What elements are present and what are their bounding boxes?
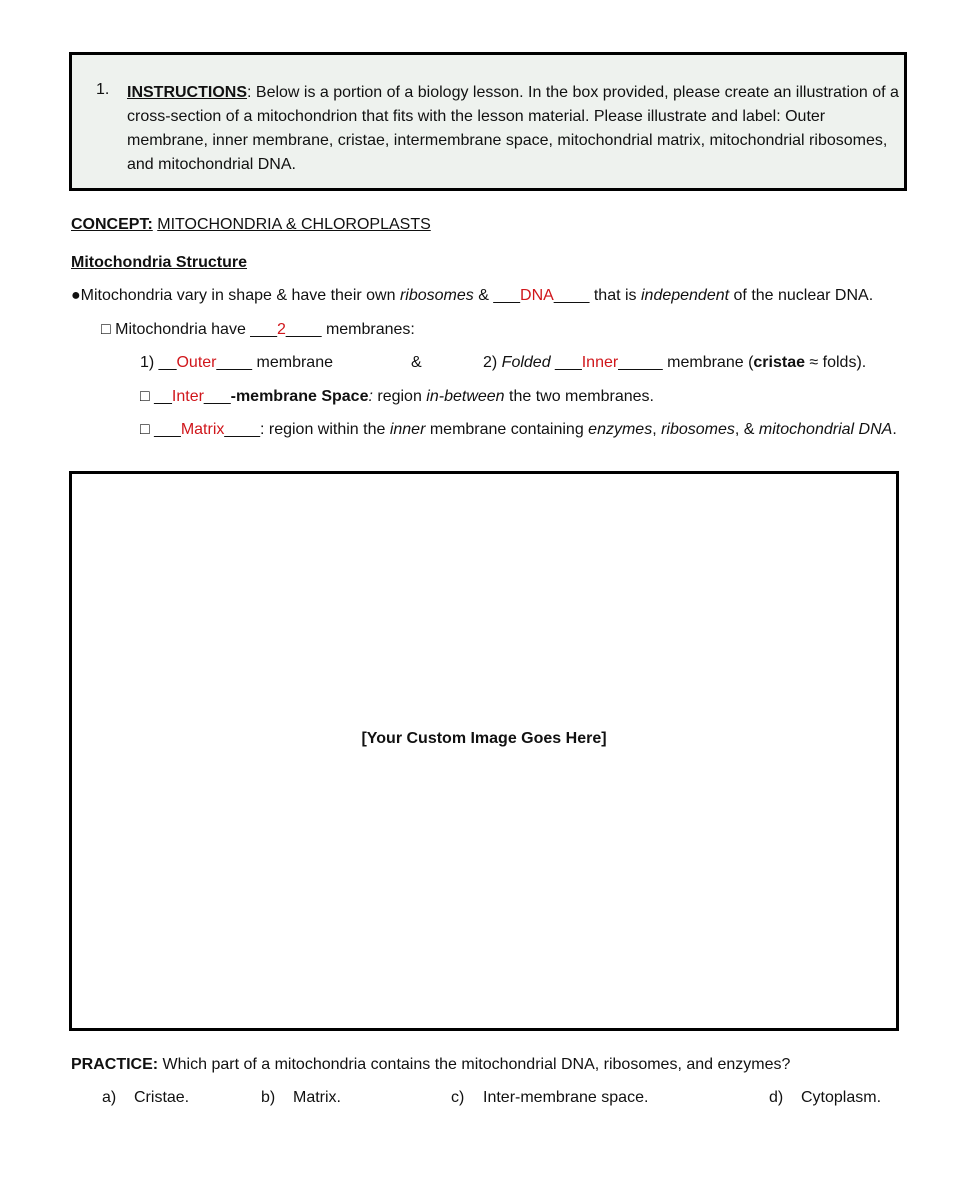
- note-text: ____ membranes:: [285, 321, 415, 338]
- note-italic: Folded: [501, 354, 551, 371]
- answer-inner: Inner: [581, 354, 619, 371]
- option-text: Inter-membrane space.: [483, 1089, 649, 1106]
- illustration-box[interactable]: [69, 471, 899, 1031]
- option-d[interactable]: [769, 1088, 881, 1108]
- note-text: □ ___: [140, 421, 181, 438]
- note-italic: ribosomes: [661, 421, 735, 438]
- note-text: Mitochondria vary in shape & have their own: [80, 287, 400, 304]
- note-line-1: [71, 286, 873, 306]
- note-text: ___: [550, 354, 582, 371]
- note-line-3a: [140, 353, 333, 373]
- section-subheading: Mitochondria Structure: [71, 254, 248, 271]
- note-text: □ __: [140, 388, 172, 405]
- instructions-body: : Below is a portion of a biology lesson. In the box provided, please create an illustration of a cross-section of a mitochondrion that fits with the lesson material. Please illustrate and label: Outer membrane, inner membrane, cristae, intermembrane space, mitochondrial matrix, mitochondrial ribosomes, and mitochondrial DNA.: [127, 84, 899, 173]
- option-text: Matrix.: [293, 1089, 341, 1106]
- note-text: region: [372, 388, 427, 405]
- note-text: ,: [652, 421, 662, 438]
- instruction-number: 1.: [96, 81, 110, 98]
- practice-label: PRACTICE:: [71, 1056, 159, 1073]
- option-text: Cristae.: [134, 1089, 190, 1106]
- practice-text: Which part of a mitochondria contains the mitochondrial DNA, ribosomes, and enzymes?: [158, 1056, 791, 1073]
- note-italic: independent: [640, 287, 730, 304]
- instructions-label: INSTRUCTIONS: [127, 84, 247, 101]
- note-italic: :: [368, 388, 373, 405]
- note-text: ___: [203, 388, 231, 405]
- option-letter: a): [102, 1089, 117, 1106]
- note-text: of the nuclear DNA.: [729, 287, 874, 304]
- note-text: & ___: [473, 287, 521, 304]
- note-bold: cristae: [753, 354, 805, 371]
- answer-matrix: Matrix: [180, 421, 225, 438]
- note-line-3b: [483, 353, 866, 373]
- ampersand: &: [411, 354, 422, 371]
- note-text: .: [892, 421, 897, 438]
- note-text: the two membranes.: [504, 388, 654, 405]
- practice-question: [71, 1055, 790, 1075]
- option-letter: d): [769, 1089, 784, 1106]
- note-italic: inner: [389, 421, 426, 438]
- note-text: ≈ folds).: [804, 354, 867, 371]
- option-a[interactable]: [102, 1088, 189, 1108]
- option-text: Cytoplasm.: [801, 1089, 882, 1106]
- concept-title: MITOCHONDRIA & CHLOROPLASTS: [157, 216, 431, 233]
- note-text: 1) __: [140, 354, 177, 371]
- note-text: ____: region within the: [224, 421, 390, 438]
- instructions-box: [69, 52, 907, 191]
- option-letter: c): [451, 1089, 465, 1106]
- note-italic: in-between: [426, 388, 505, 405]
- note-line-5: [140, 420, 897, 440]
- note-text: □ Mitochondria have ___: [101, 321, 277, 338]
- note-text: ____ that is: [553, 287, 641, 304]
- option-c[interactable]: [451, 1088, 648, 1108]
- note-italic: mitochondrial DNA: [758, 421, 893, 438]
- answer-membrane-count: 2: [277, 321, 286, 338]
- bullet-icon: ●: [71, 287, 81, 304]
- note-line-2: [101, 320, 415, 340]
- note-bold: -membrane Space: [230, 388, 369, 405]
- answer-inter: Inter: [171, 388, 204, 405]
- answer-outer: Outer: [176, 354, 217, 371]
- note-line-4: [140, 387, 654, 407]
- note-text: , &: [734, 421, 759, 438]
- note-text: _____ membrane (: [618, 354, 754, 371]
- note-italic: enzymes: [588, 421, 653, 438]
- option-letter: b): [261, 1089, 276, 1106]
- answer-dna: DNA: [520, 287, 554, 304]
- concept-label: CONCEPT:: [71, 216, 153, 233]
- note-italic: ribosomes: [399, 287, 474, 304]
- note-text: 2): [483, 354, 502, 371]
- instructions-text: [127, 81, 902, 177]
- note-text: ____ membrane: [216, 354, 333, 371]
- image-placeholder-text: [Your Custom Image Goes Here]: [361, 730, 607, 747]
- note-text: membrane containing: [425, 421, 589, 438]
- concept-heading: [71, 215, 431, 235]
- option-b[interactable]: [261, 1088, 341, 1108]
